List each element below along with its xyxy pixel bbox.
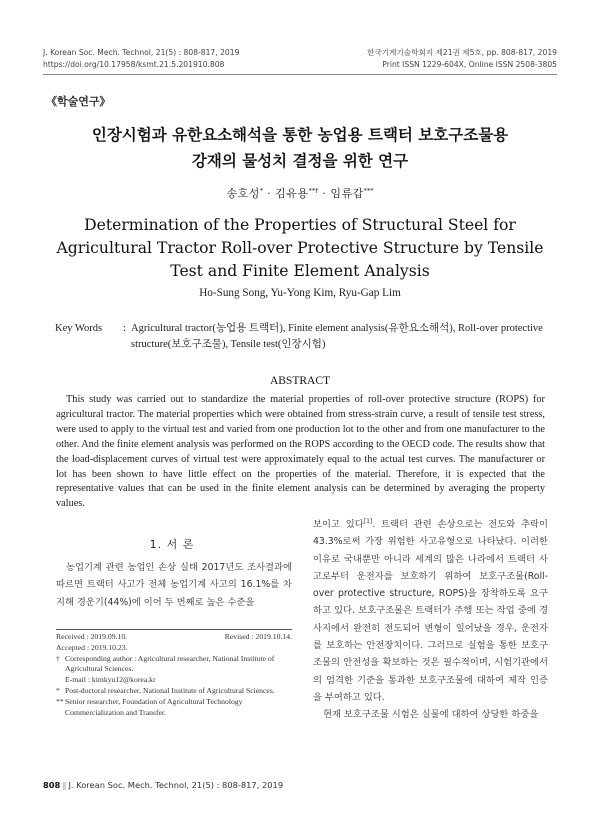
footnote-2 bbox=[56, 697, 292, 719]
footnote-1-text: Post-doctoral researcher, National Institute of Agricultural Sciences. bbox=[65, 685, 275, 695]
asterisk-mark: * bbox=[56, 685, 60, 695]
email-row bbox=[56, 675, 292, 686]
journal-citation-korean: 한국기계기술학회지 제21권 제5호, pp. 808-817, 2019 bbox=[367, 48, 557, 57]
keywords-block bbox=[55, 321, 547, 353]
issn-info: Print ISSN 1229-604X, Online ISSN 2508-3805 bbox=[382, 59, 557, 69]
author-separator: · bbox=[318, 187, 331, 200]
right-paragraph-1: 보이고 있다[1]. 트랙터 관련 손상으로는 전도와 추락이 43.3%로써 가장 위험한 사고유형으로 나타났다. 이러한 이유로 국내뿐만 아니라 세계의 많은 나라에서 트랙터 사고로부터 운전자를 보호하기 위하여 보호구조물(Roll-over protective structure, ROPS)을 장착하도록 요구하고 있다. 보호구조물은 트랙터가 주행 또는 작업 중에 경사지에서 완전히 전도되어 변형이 일어났을 경우, 운전자를 보호하는 안전장치이다. 그러므로 실험을 통한 보호구조물의 안전성을 확보하는 것은 필수적이며, 시험기관에서의 엄격한 기준을 통과한 보호구조물에 대하여 제작 인증을 부여하고 있다. bbox=[313, 517, 548, 703]
journal-header-right bbox=[367, 47, 557, 70]
english-title-line-1: Determination of the Properties of Structural Steel for bbox=[84, 216, 516, 234]
english-title-line-3: Test and Finite Element Analysis bbox=[170, 262, 430, 280]
keywords-colon: : bbox=[123, 323, 126, 334]
revised-date: Revised : 2019.10.14. bbox=[224, 632, 292, 641]
right-column-text bbox=[313, 516, 548, 724]
author-separator: · bbox=[263, 187, 276, 200]
korean-title bbox=[20, 122, 580, 174]
english-authors: Ho-Sung Song, Yu-Yong Kim, Ryu-Gap Lim bbox=[199, 287, 401, 299]
korean-title-line-2: 강재의 물성치 결정을 위한 연구 bbox=[191, 152, 409, 170]
corresponding-author-text: Corresponding author : Agricultural researcher, National Institute of Agricultural Sciences. bbox=[65, 653, 275, 674]
author-2-ko: 김유용 bbox=[275, 187, 309, 200]
english-title-line-2: Agricultural Tractor Roll-over Protective Structure by Tensile bbox=[56, 239, 544, 257]
right-paragraph-2: 현재 보호구조물 시험은 실물에 대하여 상당한 하중을 bbox=[323, 709, 539, 721]
author-2-mark: **† bbox=[308, 186, 319, 195]
author-1-ko: 송호성 bbox=[226, 187, 260, 200]
footnote-1 bbox=[56, 686, 292, 697]
page-number: 808 bbox=[43, 780, 61, 790]
section-heading: 1. 서 론 bbox=[149, 538, 195, 551]
citation-ref[interactable]: [1] bbox=[363, 517, 373, 525]
journal-header-left bbox=[43, 47, 239, 70]
footer-journal: J. Korean Soc. Mech. Technol, 21(5) : 808-817, 2019 bbox=[68, 780, 284, 790]
dates-row bbox=[56, 632, 292, 643]
accepted-date: Accepted : 2019.10.23. bbox=[56, 642, 128, 652]
korean-authors bbox=[0, 185, 600, 201]
author-3-ko: 임류갑 bbox=[330, 187, 364, 200]
keywords-text: Agricultural tractor(농업용 트랙터), Finite element analysis(유한요소해석), Roll-over protective structure(보호구조물), Tensile test(인장시험) bbox=[131, 323, 543, 350]
abstract-body: This study was carried out to standardize the material properties of roll-over protective structure (ROPS) for agricultural tractor. The material properties which were obtained from stress-strain curve, a result of tensile test stress, were used to apply to the virtual test and varied from one production lot to the other and from one manufacturer to the other. And the finite element analysis was performed on the ROPS according to the OECD code. The results show that the load-displacement curves of virtual test were approximately equal to the actual test curves. The manufacturer or lot has been shown to have little effect on the properties of the material. Therefore, it is expected that the representative values that can be used in the finite element analysis can be determined by averaging the property values. bbox=[56, 394, 545, 510]
footnote-2-text: Senior researcher, Foundation of Agricultural Technology Commercialization and Transfer. bbox=[65, 696, 243, 717]
author-1-mark: * bbox=[259, 186, 264, 195]
dagger-mark: † bbox=[56, 653, 60, 663]
korean-title-line-1: 인장시험과 유한요소해석을 통한 농업용 트랙터 보호구조물용 bbox=[91, 126, 509, 144]
received-date: Received : 2019.09.10. bbox=[56, 632, 128, 641]
journal-citation: J. Korean Soc. Mech. Technol, 21(5) : 808-817, 2019 bbox=[43, 48, 240, 57]
footer-separator: ‖ bbox=[62, 780, 67, 790]
doi-link[interactable]: https://doi.org/10.17958/ksmt.21.5.201910.808 bbox=[43, 59, 225, 69]
header-divider bbox=[43, 74, 557, 75]
email-text[interactable]: E-mail : kimkyu12@korea.kr bbox=[65, 675, 156, 685]
abstract-heading: ABSTRACT bbox=[269, 375, 331, 387]
keywords-label: Key Words bbox=[55, 323, 103, 334]
double-asterisk-mark: ** bbox=[56, 696, 64, 706]
left-column-text: 농업기계 관련 농업인 손상 실태 2017년도 조사결과에 따르면 트랙터 사고가 전체 농업기계 사고의 16.1%를 차지해 경운기(44%)에 이어 두 번째로 높은 수준을 bbox=[56, 562, 292, 608]
article-category: 《학술연구》 bbox=[46, 95, 111, 108]
author-3-mark: *** bbox=[363, 186, 374, 195]
english-title bbox=[20, 214, 580, 283]
footnotes bbox=[56, 632, 292, 718]
footnote-divider bbox=[56, 629, 292, 630]
page-footer bbox=[43, 780, 283, 790]
corresponding-author-note bbox=[56, 654, 292, 676]
